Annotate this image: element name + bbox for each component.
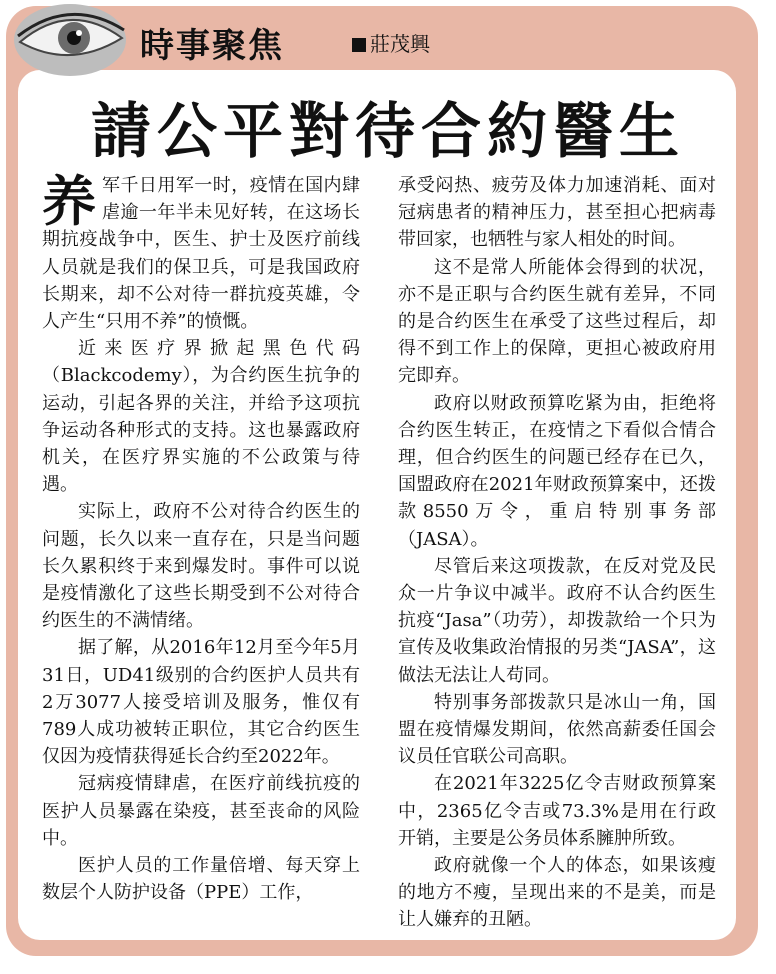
paragraph-text: 军千日用军一时，疫情在国内肆虐逾一年半未见好转，在这场长期抗疫战争中，医生、护士及医疗前线人员就是我们的保卫兵，可是我国政府长期来，却不公对待一群抗疫英雄，令人产生“只用不养”的愤慨。 — [42, 175, 360, 333]
paragraph: 这不是常人所能体会得到的状况，亦不是正职与合约医生就有差异，不同的是合约医生在承受了这些过程后，却得不到工作上的保障，更担心被政府用完即弃。 — [398, 256, 716, 387]
paragraph: 在2021年3225亿令吉财政预算案中，2365亿令吉或73.3%是用在行政开销，主要是公务员体系臃肿所致。 — [398, 773, 716, 849]
eye-icon — [10, 0, 128, 86]
paragraph: 医护人员的工作量倍增、每天穿上数层个人防护设备（PPE）工作， — [42, 855, 360, 904]
paragraph: 特别事务部拨款只是冰山一角，国盟在疫情爆发期间，依然高薪委任国会议员任官联公司高职。 — [398, 691, 716, 768]
square-bullet-icon — [352, 38, 366, 52]
author-name: 莊茂興 — [370, 32, 430, 56]
paragraph: 尽管后来这项拨款，在反对党及民众一片争议中减半。政府不认合约医生抗疫“Jasa”（功劳），却拨款给一个只为宣传及收集政治情报的另类“JASA”，这做法无法让人苟同。 — [398, 555, 716, 686]
drop-cap: 养 — [42, 169, 96, 233]
headline: 請公平對待合約醫生 — [91, 97, 685, 167]
article-column-1 — [42, 169, 360, 906]
paragraph — [42, 169, 360, 335]
paragraph: 政府以财政预算吃紧为由，拒绝将合约医生转正，在疫情之下看似合情合理，但合约医生的问题已经存在已久，国盟政府在2021年财政预算案中，还拨款8550万令，重启特别事务部（JASA）。 — [398, 392, 716, 550]
paragraph: 据了解，从2016年12月至今年5月31日，UD41级别的合约医护人员共有2万3077人接受培训及服务，惟仅有789人成功被转正职位，其它合约医生仅因为疫情获得延长合约至2022年。 — [42, 637, 360, 768]
paragraph: 承受闷热、疲劳及体力加速消耗、面对冠病患者的精神压力，甚至担心把病毒带回家，也牺牲与家人相处的时间。 — [398, 175, 716, 251]
paragraph: 冠病疫情肆虐，在医疗前线抗疫的医护人员暴露在染疫，甚至丧命的风险中。 — [42, 773, 360, 849]
section-title: 時事聚焦 — [140, 26, 284, 66]
article-column-2 — [398, 172, 716, 934]
byline — [352, 28, 430, 57]
paragraph: 实际上，政府不公对待合约医生的问题，长久以来一直存在，只是当问题长久累积终于来到爆发时。事件可以说是疫情激化了这些长期受到不公对待合约医生的不满情绪。 — [42, 501, 360, 632]
paragraph: 政府就像一个人的体态，如果该瘦的地方不瘦，呈现出来的不是美，而是让人嫌弃的丑陋。 — [398, 855, 716, 931]
paragraph: 近来医疗界掀起黑色代码（Blackcodemy），为合约医生抗争的运动，引起各界的关注，并给予这项抗争运动各种形式的支持。这也暴露政府机关，在医疗界实施的不公政策与待遇。 — [42, 338, 360, 496]
